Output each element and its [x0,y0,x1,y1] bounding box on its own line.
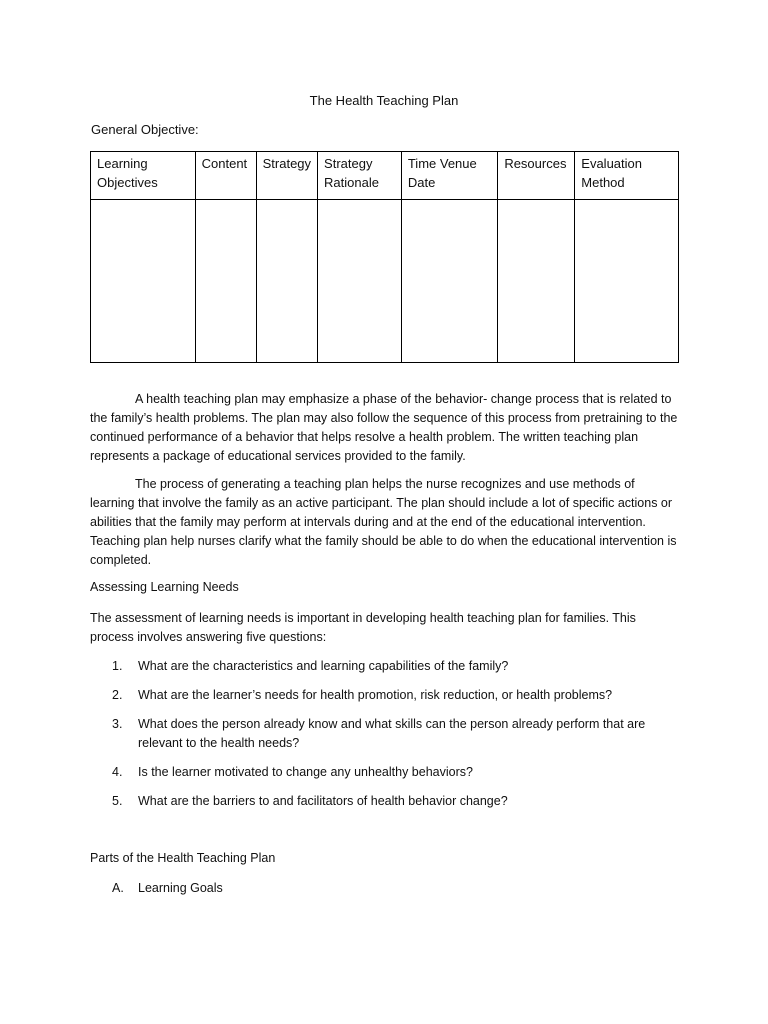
header-strategy-rationale: Strategy Rationale [318,152,402,200]
table-cell [195,200,256,363]
list-item-text: Is the learner motivated to change any unhealthy behaviors? [138,765,473,779]
header-strategy: Strategy [256,152,317,200]
header-content: Content [195,152,256,200]
table-cell [256,200,317,363]
list-item-text: Learning Goals [138,881,223,895]
table-cell [91,200,196,363]
header-time-venue-date: Time Venue Date [401,152,497,200]
header-resources: Resources [498,152,575,200]
table-row [91,200,679,363]
table-cell [401,200,497,363]
list-item-text: What does the person already know and what skills can the person already perform that are relevant to the health needs? [138,717,646,750]
list-item-number: 2. [112,688,123,702]
list-item-number: 1. [112,659,123,673]
list-item-text: What are the characteristics and learning capabilities of the family? [138,659,509,673]
list-item [112,792,680,811]
list-item [112,686,680,705]
table-cell [575,200,679,363]
parts-heading: Parts of the Health Teaching Plan [90,851,276,865]
list-item [112,715,680,753]
document-title: The Health Teaching Plan [309,93,459,108]
assessing-intro: The assessment of learning needs is important in developing health teaching plan for families. This process involves answering five questions: [90,611,636,644]
list-item-number: 4. [112,765,123,779]
list-item [112,879,680,898]
table-cell [498,200,575,363]
list-item [112,763,680,782]
assessing-heading: Assessing Learning Needs [90,580,239,594]
table-header-row [91,152,679,200]
list-item [112,657,680,676]
list-item-number: 3. [112,717,123,731]
table-cell [318,200,402,363]
paragraph-process: The process of generating a teaching plan helps the nurse recognizes and use methods of learning that involve the family as an active participant. The plan should include a lot of specific actions or abilities that the family may perform at intervals during and at the end of the educational intervention. Teaching plan help nurses clarify what the family should be able to do when the educational intervention is completed. [90,477,677,567]
teaching-plan-table [90,151,679,363]
list-item-letter: A. [112,881,124,895]
header-evaluation-method: Evaluation Method [575,152,679,200]
general-objective-label: General Objective: [91,122,199,137]
header-learning-objectives: Learning Objectives [91,152,196,200]
list-item-number: 5. [112,794,123,808]
list-item-text: What are the learner’s needs for health promotion, risk reduction, or health problems? [138,688,613,702]
paragraph-intro: A health teaching plan may emphasize a phase of the behavior- change process that is related to the family’s health problems. The plan may also follow the sequence of this process from pretraining to the continued performance of a behavior that helps resolve a health problem. The written teaching plan represents a package of educational services provided to the family. [90,392,678,463]
list-item-text: What are the barriers to and facilitators of health behavior change? [138,794,508,808]
